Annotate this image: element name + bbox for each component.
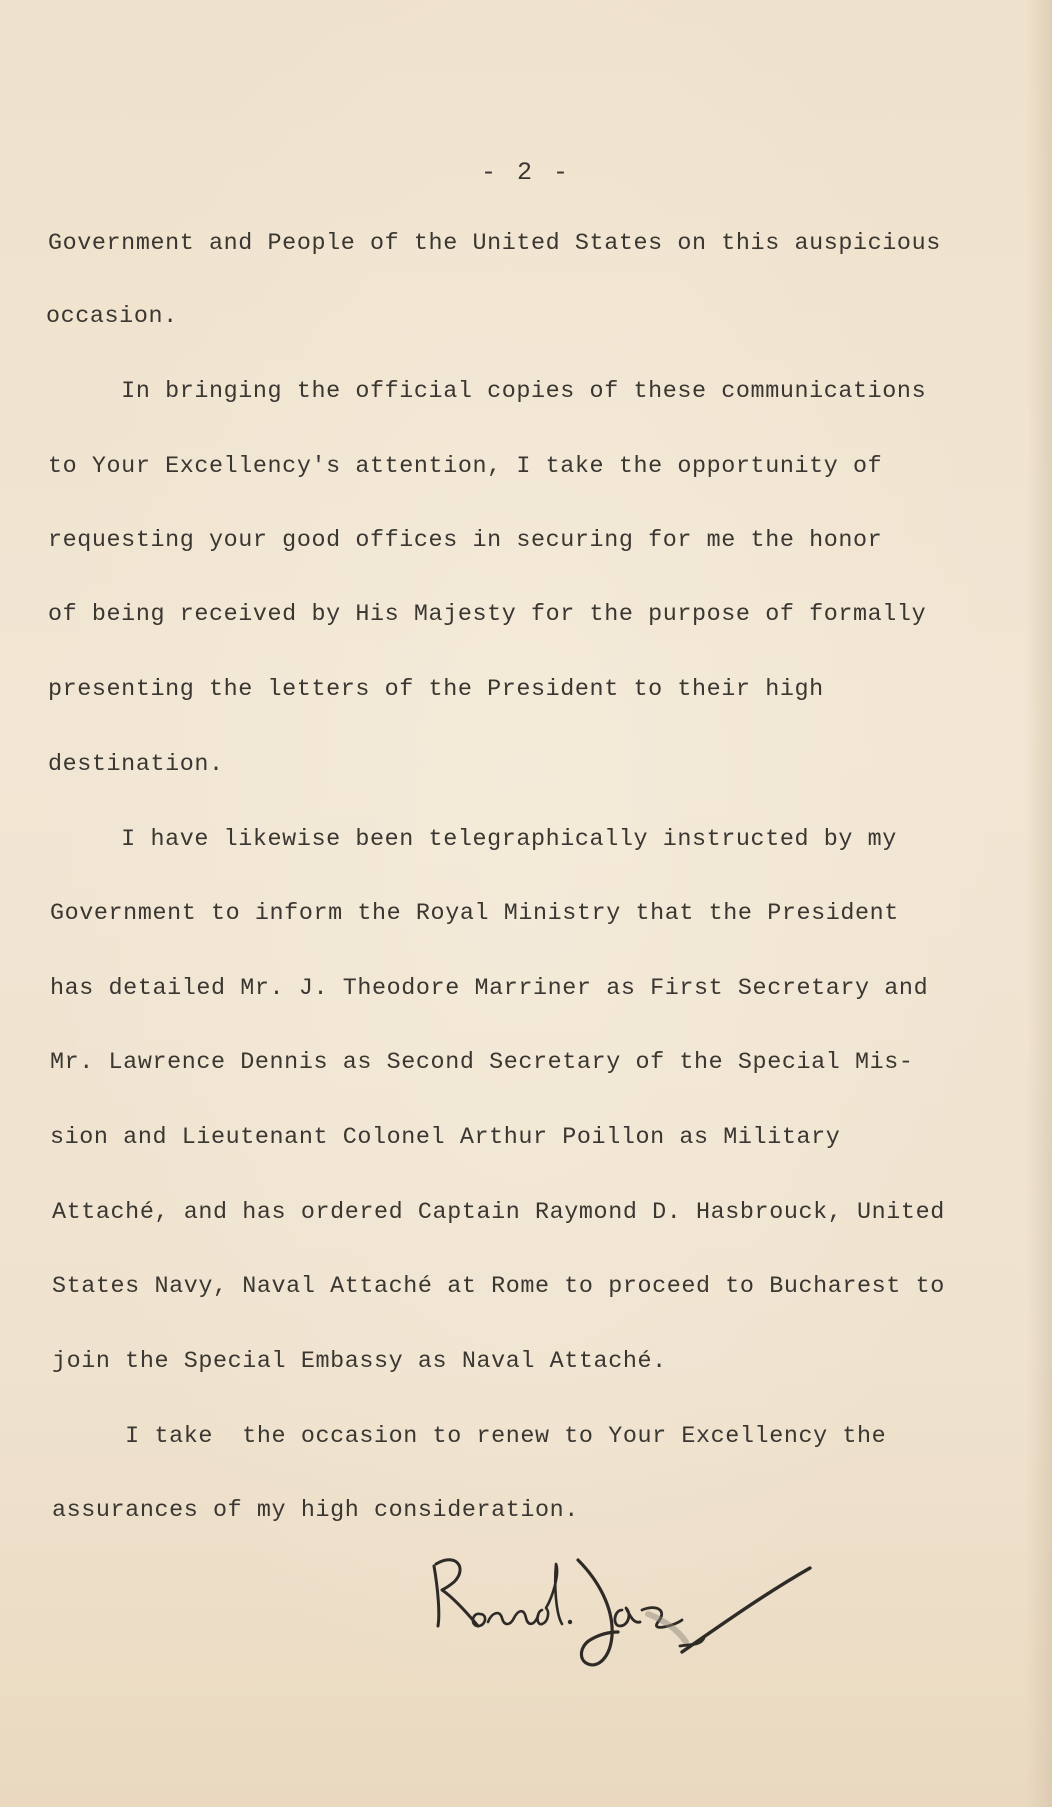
paper-edge-shadow (1026, 0, 1052, 1807)
text-line: States Navy, Naval Attaché at Rome to proceed to Bucharest to (52, 1274, 945, 1300)
signature (428, 1534, 858, 1674)
text-line: occasion. (46, 304, 178, 330)
text-line: Mr. Lawrence Dennis as Second Secretary of the Special Mis- (50, 1050, 914, 1076)
text-line: requesting your good offices in securing for me the honor (48, 528, 883, 554)
text-line: has detailed Mr. J. Theodore Marriner as First Secretary and (50, 976, 929, 1002)
text-line: join the Special Embassy as Naval Attaché. (52, 1349, 667, 1375)
text-line: Government to inform the Royal Ministry that the President (50, 901, 899, 927)
text-line: sion and Lieutenant Colonel Arthur Poillon as Military (50, 1125, 841, 1151)
text-line: of being received by His Majesty for the purpose of formally (48, 602, 927, 628)
text-line: In bringing the official copies of these communications (48, 379, 927, 405)
text-line: I have likewise been telegraphically instructed by my (48, 827, 897, 853)
text-line: I take the occasion to renew to Your Excellency the (52, 1424, 887, 1450)
page-number: - 2 - (480, 158, 571, 187)
text-line: Government and People of the United States on this auspicious (48, 231, 941, 257)
text-line: Attaché, and has ordered Captain Raymond D. Hasbrouck, United (52, 1200, 945, 1226)
text-line: presenting the letters of the President to their high (48, 677, 824, 703)
text-line: destination. (48, 752, 224, 778)
text-line: assurances of my high consideration. (52, 1498, 579, 1524)
text-line: to Your Excellency's attention, I take the opportunity of (48, 454, 883, 480)
